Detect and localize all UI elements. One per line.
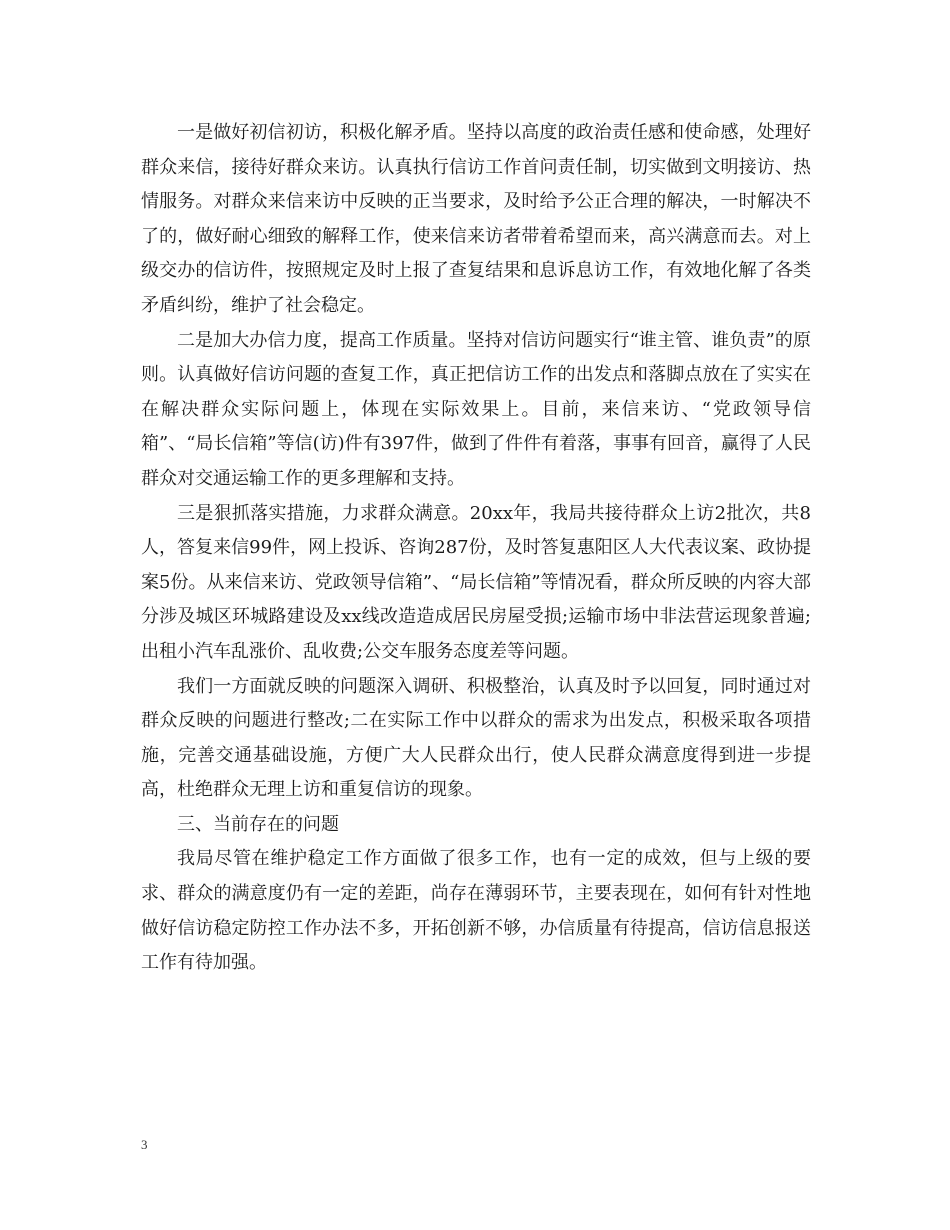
document-body [141, 116, 811, 981]
paragraph-initial-visits: 一是做好初信初访，积极化解矛盾。坚持以高度的政治责任感和使命感，处理好群众来信，接待好群众来访。认真执行信访工作首问责任制，切实做到文明接访、热情服务。对群众来信来访中反映的正当要求，及时给予公正合理的解决，一时解决不了的，做好耐心细致的解释工作，使来信来访者带着希望而来，高兴满意而去。对上级交办的信访件，按照规定及时上报了查复结果和息诉息访工作，有效地化解了各类矛盾纠纷，维护了社会稳定。 [141, 122, 811, 316]
section-heading-current-problems: 三、当前存在的问题 [177, 813, 339, 835]
paragraph-problems: 我局尽管在维护稳定工作方面做了很多工作，也有一定的成效，但与上级的要求、群众的满意度仍有一定的差距，尚存在薄弱环节，主要表现在，如何有针对性地做好信访稳定防控工作办法不多，开拓创新不够，办信质量有待提高，信访信息报送工作有待加强。 [141, 848, 811, 974]
paragraph-handling-quality: 二是加大办信力度，提高工作质量。坚持对信访问题实行“谁主管、谁负责”的原则。认真做好信访问题的查复工作，真正把信访工作的出发点和落脚点放在了实实在在解决群众实际问题上，体现在实际效果上。目前，来信来访、“党政领导信箱”、“局长信箱”等信(访)件有397件，做到了件件有着落，事事有回音，赢得了人民群众对交通运输工作的更多理解和支持。 [141, 329, 812, 489]
page-number: 3 [141, 1137, 148, 1152]
paragraph-implementation-measures: 三是狠抓落实措施，力求群众满意。20xx年，我局共接待群众上访2批次，共8人，答复来信99件，网上投诉、咨询287份，及时答复惠阳区人大代表议案、政协提案5份。从来信来访、党政领导信箱”、“局长信箱”等情况看，群众所反映的内容大部分涉及城区环城路建设及xx线改造造成居民房屋受损;运输市场中非法营运现象普遍;出租小汽车乱涨价、乱收费;公交车服务态度差等问题。 [141, 502, 811, 662]
paragraph-rectification: 我们一方面就反映的问题深入调研、积极整治，认真及时予以回复，同时通过对群众反映的问题进行整改;二在实际工作中以群众的需求为出发点，积极采取各项措施，完善交通基础设施，方便广大人民群众出行，使人民群众满意度得到进一步提高，杜绝群众无理上访和重复信访的现象。 [141, 675, 811, 801]
